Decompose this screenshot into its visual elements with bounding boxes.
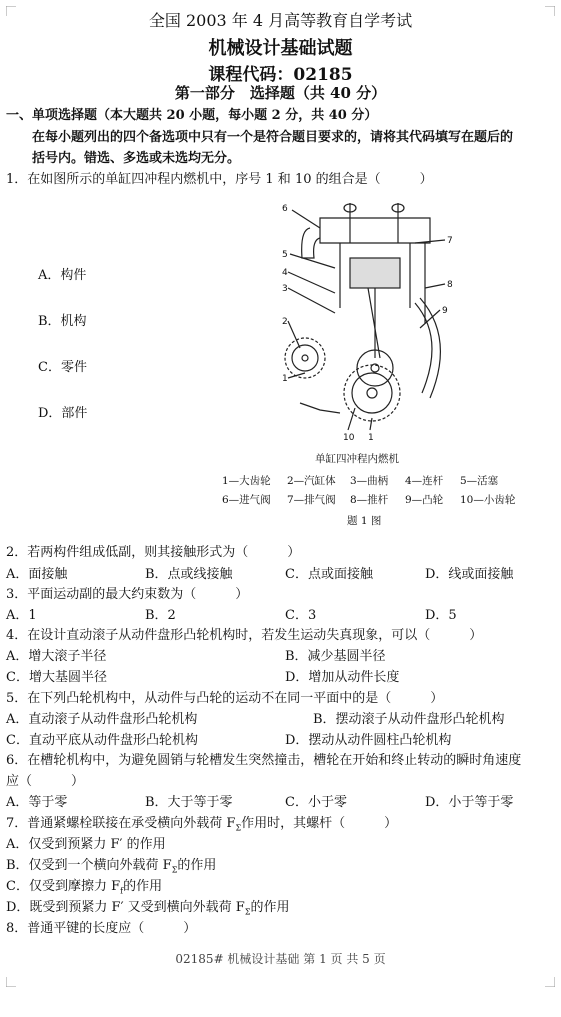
label-9: 9 — [442, 306, 448, 316]
figure-legend-2: 2—汽缸体 — [287, 475, 336, 487]
figure-caption: 题 1 图 — [347, 515, 382, 527]
label-10: 10 — [343, 433, 355, 443]
figure-title: 单缸四冲程内燃机 — [315, 453, 399, 465]
q6-option-c: C．小于零 — [285, 795, 347, 810]
q3-option-b: B．2 — [145, 608, 176, 623]
page-footer: 02185# 机械设计基础 第 1 页 共 5 页 — [175, 952, 386, 966]
question-8-stem: 8．普通平键的长度应（ ） — [6, 921, 197, 936]
question-3-stem: 3．平面运动副的最大约束数为（ ） — [6, 587, 249, 602]
label-1b: 1 — [368, 433, 374, 443]
q2-option-d: D．线或面接触 — [425, 567, 514, 582]
figure-legend-8: 8—推杆 — [350, 494, 389, 506]
q4-option-d: D．增加从动件长度 — [285, 670, 400, 685]
section-instructions-2: 括号内。错选、多选或未选均无分。 — [32, 151, 241, 166]
q2-option-c: C．点或面接触 — [285, 567, 373, 582]
question-4-stem: 4．在设计直动滚子从动件盘形凸轮机构时，若发生运动失真现象，可以（ ） — [6, 628, 483, 643]
figure-legend-3: 3—曲柄 — [350, 475, 389, 487]
label-6: 6 — [282, 204, 288, 214]
q1-option-c: C．零件 — [38, 360, 87, 375]
question-2-stem: 2．若两构件组成低副，则其接触形式为（ ） — [6, 545, 301, 560]
q6-option-b: B．大于等于零 — [145, 795, 233, 810]
q5-option-d: D．摆动从动件圆柱凸轮机构 — [285, 733, 452, 748]
q3-option-c: C．3 — [285, 608, 317, 623]
q7-option-b-sub: Σ — [171, 865, 178, 875]
part-title: 第一部分 选择题（共 40 分） — [174, 84, 387, 102]
q7-option-a: A．仅受到预紧力 F′ 的作用 — [6, 837, 166, 852]
q7-option-b-text: B．仅受到一个横向外载荷 F — [6, 858, 172, 873]
q7-option-d-end: 的作用 — [250, 900, 290, 915]
question-7-stem — [6, 812, 397, 833]
q7-option-d — [6, 896, 289, 917]
q7-stem-subscript: Σ — [235, 823, 242, 833]
q6-option-d: D．小于等于零 — [425, 795, 514, 810]
exam-title: 全国 2003 年 4 月高等教育自学考试 — [148, 11, 413, 30]
q6-option-a: A．等于零 — [6, 795, 68, 810]
q7-option-c-end: 的作用 — [123, 879, 163, 894]
q4-option-a: A．增大滚子半径 — [6, 649, 107, 664]
label-5: 5 — [282, 250, 288, 260]
course-code: 课程代码：02185 — [208, 65, 353, 85]
crop-mark-icon — [6, 977, 16, 987]
q7-option-d-text: D．既受到预紧力 F′ 又受到横向外载荷 F — [6, 900, 245, 915]
label-7: 7 — [447, 236, 453, 246]
figure-legend-6: 6—进气阀 — [222, 494, 271, 506]
q5-option-a: A．直动滚子从动件盘形凸轮机构 — [6, 712, 198, 727]
q3-option-d: D．5 — [425, 608, 457, 623]
question-6-stem: 6．在槽轮机构中，为避免圆销与轮槽发生突然撞击，槽轮在开始和终止转动的瞬时角速度 — [6, 753, 522, 768]
engine-diagram — [280, 198, 460, 443]
q3-option-a: A．1 — [6, 608, 37, 623]
q2-option-a: A．面接触 — [6, 567, 68, 582]
figure-legend-4: 4—连杆 — [405, 475, 444, 487]
q7-option-d-sub: Σ — [244, 907, 251, 917]
q5-option-b: B．摆动滚子从动件盘形凸轮机构 — [313, 712, 505, 727]
label-4: 4 — [282, 268, 288, 278]
section-title: 一、单项选择题（本大题共 20 小题，每小题 2 分，共 40 分） — [6, 108, 378, 123]
q7-stem-end: 作用时，其螺杆（ ） — [241, 816, 398, 831]
question-6-stem-2: 应（ ） — [6, 774, 85, 789]
figure-legend-7: 7—排气阀 — [287, 494, 336, 506]
figure-legend-1: 1—大齿轮 — [222, 475, 271, 487]
q7-stem-text: 7．普通紧螺栓联接在承受横向外载荷 F — [6, 816, 236, 831]
section-instructions: 在每小题列出的四个备选项中只有一个是符合题目要求的，请将其代码填写在题后的 — [32, 130, 514, 145]
q4-option-c: C．增大基圆半径 — [6, 670, 107, 685]
q7-option-c-text: C．仅受到摩擦力 F — [6, 879, 121, 894]
label-2: 2 — [282, 317, 288, 327]
q1-option-a: A．构件 — [38, 268, 87, 283]
crop-mark-icon — [545, 977, 555, 987]
q4-option-b: B．减少基圆半径 — [285, 649, 386, 664]
q1-option-d: D．部件 — [38, 406, 88, 421]
q2-option-b: B．点或线接触 — [145, 567, 233, 582]
subject-title: 机械设计基础试题 — [208, 38, 353, 59]
figure-legend-10: 10—小齿轮 — [460, 494, 516, 506]
label-3: 3 — [282, 284, 288, 294]
question-5-stem: 5．在下列凸轮机构中，从动件与凸轮的运动不在同一平面中的是（ ） — [6, 691, 444, 706]
q7-option-b-end: 的作用 — [177, 858, 217, 873]
q1-option-b: B．机构 — [38, 314, 87, 329]
question-1-stem: 1．在如图所示的单缸四冲程内燃机中，序号 1 和 10 的组合是（ ） — [6, 172, 433, 187]
label-1: 1 — [282, 374, 288, 384]
figure-legend-9: 9—凸轮 — [405, 494, 444, 506]
q7-option-b — [6, 854, 216, 875]
q5-option-c: C．直动平底从动件盘形凸轮机构 — [6, 733, 198, 748]
q7-option-c — [6, 875, 162, 896]
label-8: 8 — [447, 280, 453, 290]
figure-legend-5: 5—活塞 — [460, 475, 499, 487]
q7-option-c-sub: f — [120, 886, 124, 896]
